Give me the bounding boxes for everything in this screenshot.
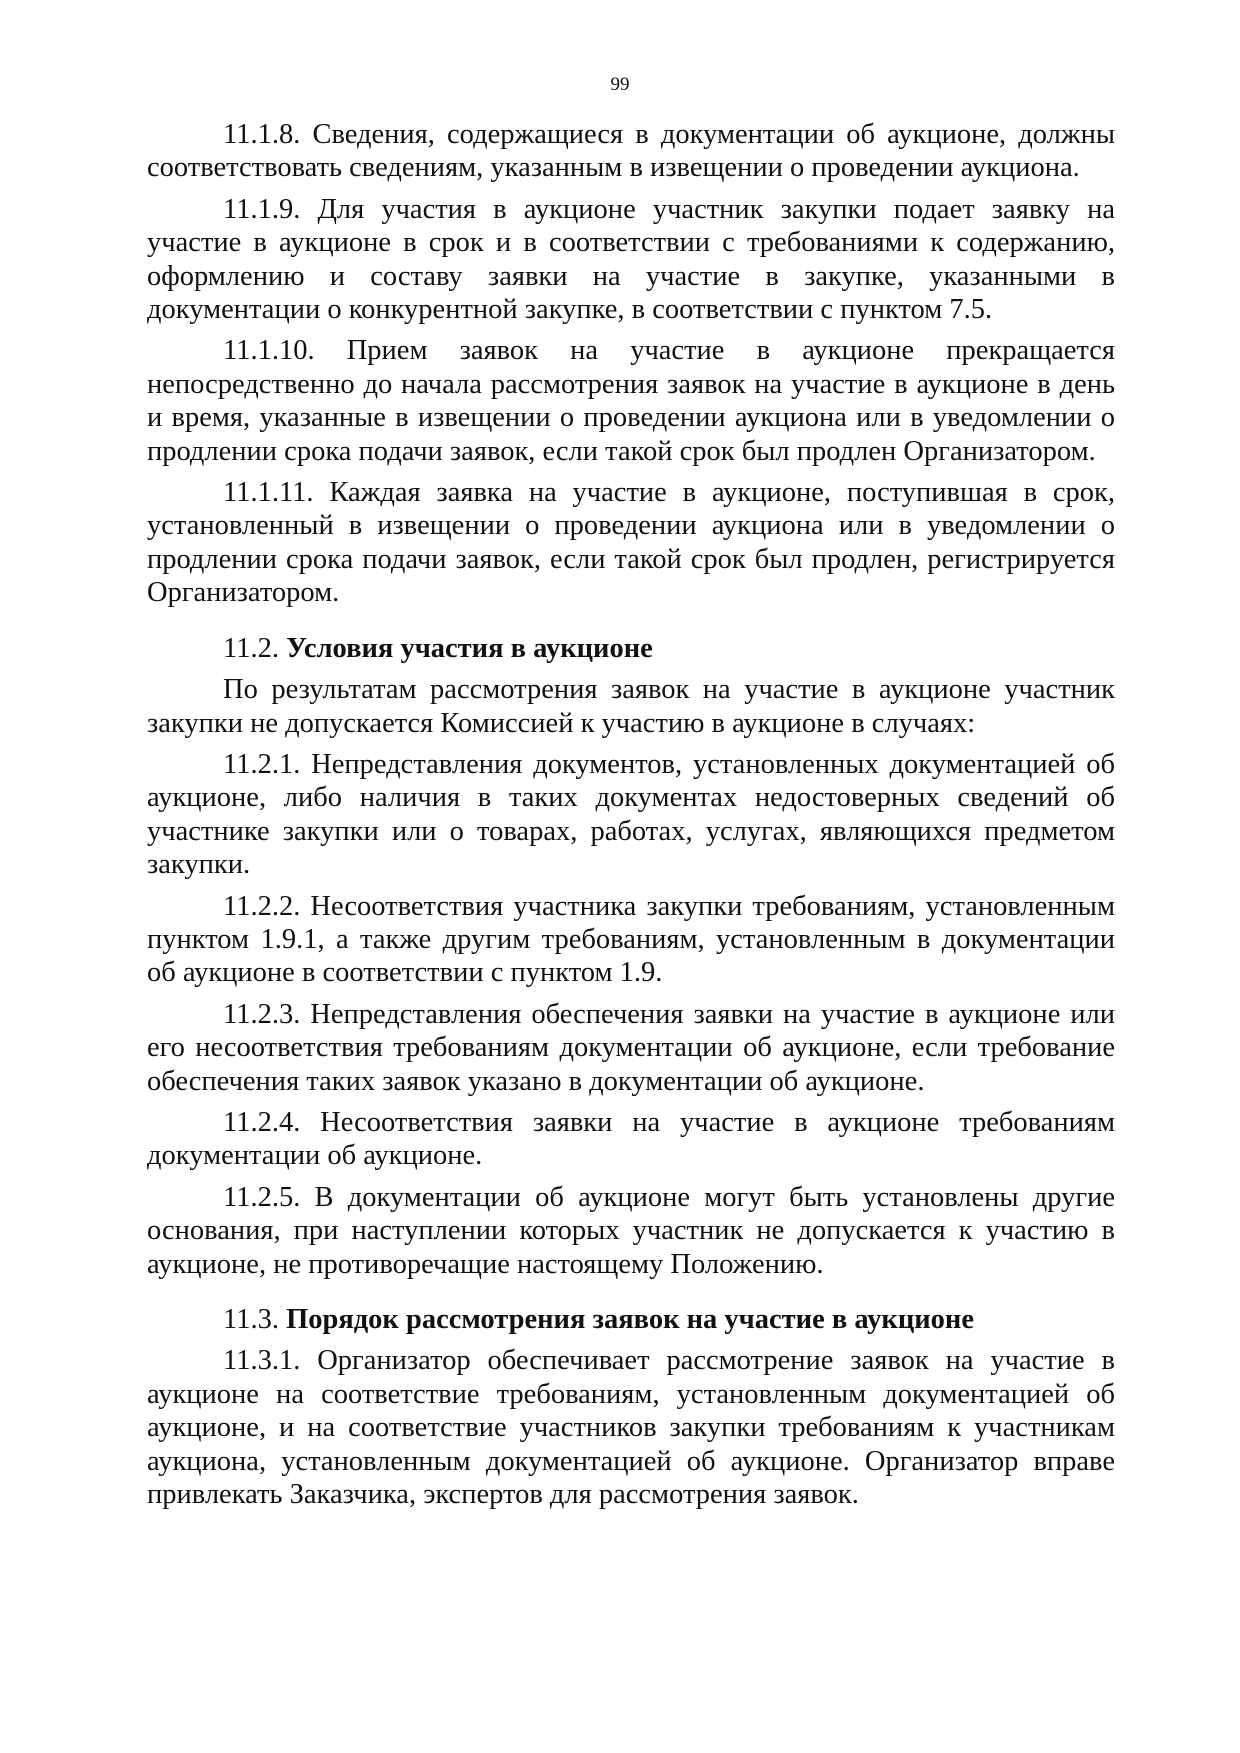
paragraph-11-1-11: 11.1.11. Каждая заявка на участие в аукционе, поступившая в срок, установленный в извещении о проведении аукциона или в уведомлении о продлении срока подачи заявок, если такой срок был продлен, регистрируется Организатором. bbox=[147, 477, 1115, 609]
section-number: 11.2. bbox=[223, 632, 279, 664]
section-heading-11-2 bbox=[147, 632, 1115, 665]
paragraph-11-3-1: 11.3.1. Организатор обеспечивает рассмотрение заявок на участие в аукционе на соответствие требованиям, установленным документацией об аукционе, и на соответствие участников закупки требованиям к участникам аукциона, установленным документацией об аукционе. Организатор вправе привлекать Заказчика, экспертов для рассмотрения заявок. bbox=[147, 1345, 1115, 1511]
section-heading-11-3 bbox=[147, 1303, 1115, 1336]
section-title: Порядок рассмотрения заявок на участие в аукционе bbox=[286, 1304, 975, 1335]
paragraph-11-2-1: 11.2.1. Непредставления документов, установленных документацией об аукционе, либо наличия в таких документах недостоверных сведений об участнике закупки или о товарах, работах, услугах, являющихся предметом закупки. bbox=[147, 748, 1115, 881]
paragraph-11-2-2: 11.2.2. Несоответствия участника закупки требованиям, установленным пунктом 1.9.1, а также другим требованиям, установленным в документации об аукционе в соответствии с пунктом 1.9. bbox=[147, 890, 1115, 989]
paragraph-intro-11-2: По результатам рассмотрения заявок на участие в аукционе участник закупки не допускается Комиссией к участию в аукционе в случаях: bbox=[147, 674, 1115, 739]
page-number: 99 bbox=[610, 74, 630, 95]
document-body bbox=[147, 118, 1115, 1519]
paragraph-11-2-5: 11.2.5. В документации об аукционе могут быть установлены другие основания, при наступлении которых участник не допускается к участию в аукционе, не противоречащие настоящему Положению. bbox=[147, 1181, 1115, 1280]
paragraph-11-1-8: 11.1.8. Сведения, содержащиеся в документации об аукционе, должны соответствовать сведениям, указанным в извещении о проведении аукциона. bbox=[147, 119, 1115, 184]
paragraph-11-2-3: 11.2.3. Непредставления обеспечения заявки на участие в аукционе или его несоответствия требованиям документации об аукционе, если требование обеспечения таких заявок указано в документации об аукционе. bbox=[147, 998, 1115, 1097]
section-number: 11.3. bbox=[223, 1304, 279, 1335]
section-title: Условия участия в аукционе bbox=[286, 632, 653, 664]
paragraph-11-1-10: 11.1.10. Прием заявок на участие в аукционе прекращается непосредственно до начала рассмотрения заявок на участие в аукционе в день и время, указанные в извещении о проведении аукциона или в уведомлении о продлении срока подачи заявок, если такой срок был продлен Организатором. bbox=[147, 335, 1115, 467]
paragraph-11-2-4: 11.2.4. Несоответствия заявки на участие в аукционе требованиям документации об аукционе. bbox=[147, 1106, 1115, 1172]
paragraph-11-1-9: 11.1.9. Для участия в аукционе участник закупки подает заявку на участие в аукционе в срок и в соответствии с требованиями к содержанию, оформлению и составу заявки на участие в закупке, указанными в документации о конкурентной закупке, в соответствии с пунктом 7.5. bbox=[147, 193, 1115, 326]
